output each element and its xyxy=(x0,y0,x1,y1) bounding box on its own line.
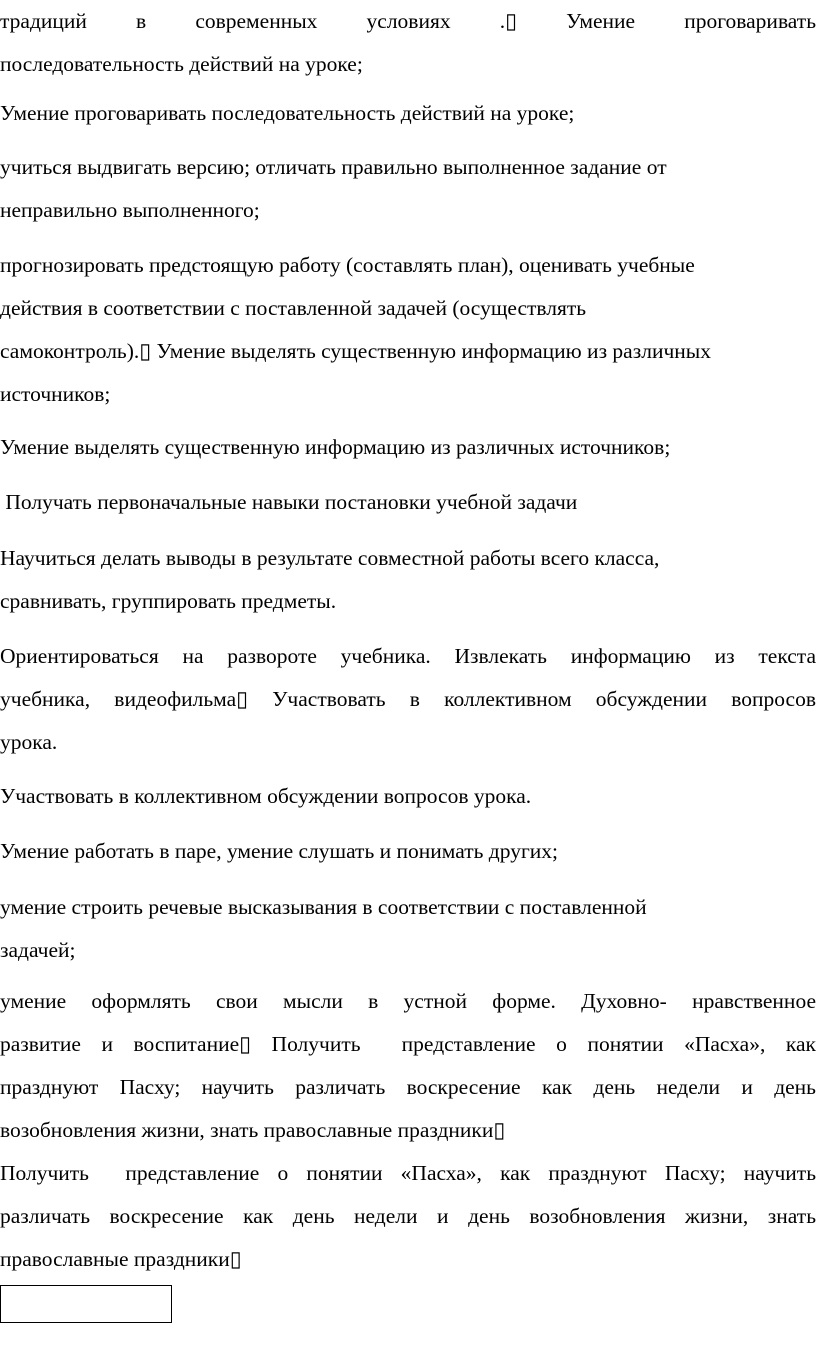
text-line: православные праздники▯ xyxy=(0,1247,242,1271)
text-line: задачей; xyxy=(0,938,76,962)
text-line: самоконтроль).▯ Умение выделять существенную информацию из различных xyxy=(0,339,711,363)
empty-text-box xyxy=(0,1285,172,1323)
text-line: традиций в современных условиях .▯ Умение проговаривать xyxy=(0,9,816,33)
text-line: празднуют Пасху; научить различать воскресение как день недели и день xyxy=(0,1075,816,1099)
paragraph-2 xyxy=(0,92,816,135)
text-line: возобновления жизни, знать православные праздники▯ xyxy=(0,1118,506,1142)
text-line: умение строить речевые высказывания в соответствии с поставленной xyxy=(0,895,647,919)
text-line: Получить представление о понятии «Пасха», как празднуют Пасху; научить xyxy=(0,1161,816,1185)
text-line: прогнозировать предстоящую работу (составлять план), оценивать учебные xyxy=(0,253,695,277)
paragraph-4 xyxy=(0,244,816,416)
text-line: Ориентироваться на развороте учебника. Извлекать информацию из текста xyxy=(0,644,816,668)
text-line: развитие и воспитание▯ Получить представление о понятии «Пасха», как xyxy=(0,1032,816,1056)
text-line: урока. xyxy=(0,730,58,754)
paragraph-6 xyxy=(0,481,816,524)
text-line: Научиться делать выводы в результате совместной работы всего класса, xyxy=(0,546,660,570)
text-line: Получать первоначальные навыки постановки учебной задачи xyxy=(0,490,578,514)
paragraph-13 xyxy=(0,1152,816,1281)
text-line: умение оформлять свои мысли в устной форме. Духовно- нравственное xyxy=(0,989,816,1013)
text-line: Умение работать в паре, умение слушать и понимать других; xyxy=(0,839,559,863)
text-line: действия в соответствии с поставленной задачей (осуществлять xyxy=(0,296,587,320)
text-line: сравнивать, группировать предметы. xyxy=(0,589,337,613)
paragraph-11 xyxy=(0,886,816,972)
paragraph-12 xyxy=(0,980,816,1152)
paragraph-3 xyxy=(0,146,816,232)
text-line: последовательность действий на уроке; xyxy=(0,52,363,76)
text-line: Умение выделять существенную информацию из различных источников; xyxy=(0,435,671,459)
paragraph-1 xyxy=(0,0,816,86)
text-line: учиться выдвигать версию; отличать правильно выполненное задание от xyxy=(0,155,667,179)
text-line: различать воскресение как день недели и день возобновления жизни, знать xyxy=(0,1204,816,1228)
text-line: Умение проговаривать последовательность действий на уроке; xyxy=(0,101,575,125)
text-line: учебника, видеофильма▯ Участвовать в коллективном обсуждении вопросов xyxy=(0,687,816,711)
paragraph-9 xyxy=(0,775,816,818)
text-line: неправильно выполненного; xyxy=(0,198,260,222)
paragraph-5 xyxy=(0,426,816,469)
text-line: источников; xyxy=(0,382,111,406)
paragraph-8 xyxy=(0,635,816,764)
paragraph-10 xyxy=(0,830,816,873)
text-line: Участвовать в коллективном обсуждении вопросов урока. xyxy=(0,784,532,808)
paragraph-7 xyxy=(0,537,816,623)
